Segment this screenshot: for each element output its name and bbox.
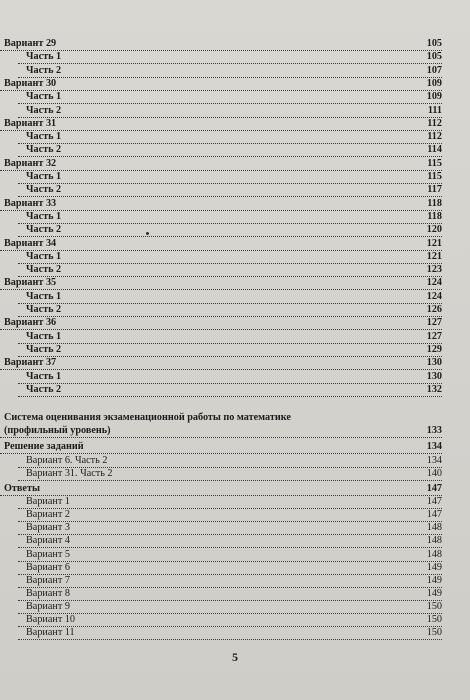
toc-entry-page: 147 (426, 509, 442, 521)
toc-entry-title: Часть 2 (26, 264, 62, 276)
toc-entry-page: 134 (426, 455, 442, 466)
toc-entry (0, 535, 470, 549)
toc-entry-title: Вариант 5 (26, 548, 70, 560)
toc-entry (0, 331, 470, 345)
toc-entry (0, 562, 470, 576)
toc-entry-title: Часть 2 (26, 64, 62, 76)
toc-entry-title: Часть 2 (26, 184, 62, 196)
toc-entry (0, 198, 470, 212)
toc-entry-page: 127 (426, 317, 442, 329)
toc-entry-title: Часть 2 (26, 224, 62, 236)
toc-entry (0, 118, 470, 132)
toc-entry-title: Часть 2 (26, 144, 62, 156)
toc-entry-page: 107 (426, 64, 442, 76)
toc-entry-page: 134 (426, 441, 442, 452)
toc-entry-title: Часть 1 (26, 330, 62, 342)
toc-entry-title: Вариант 6 (26, 561, 70, 573)
toc-entry-page: 140 (426, 468, 442, 479)
toc-entry-title: Часть 2 (26, 383, 62, 395)
toc-entry-title: Вариант 9 (26, 600, 70, 612)
toc-entry (0, 483, 470, 497)
toc-entry-page: 118 (427, 210, 442, 222)
toc-entry-title: Часть 1 (26, 210, 62, 222)
toc-entry (0, 575, 470, 589)
toc-entry-title: Часть 1 (26, 290, 62, 302)
toc-entry-title: Часть 1 (26, 131, 62, 143)
toc-entry-page: 112 (427, 117, 442, 129)
toc-entry-title: Часть 1 (26, 51, 62, 63)
toc-entry (0, 441, 470, 455)
toc-entry-page: 130 (426, 370, 442, 382)
toc-entry-title: Система оценивания экзаменационной работы по математике (4, 412, 291, 423)
toc-entry-title: Часть 1 (26, 250, 62, 262)
toc-entry-title: Вариант 6. Часть 2 (26, 455, 108, 466)
toc-entry-page: 112 (427, 131, 442, 143)
toc-entry-title: Часть 1 (26, 91, 62, 103)
toc-entry-title: Вариант 33 (4, 197, 57, 209)
toc-entry (0, 91, 470, 105)
toc-entry-page: 129 (426, 343, 442, 355)
toc-entry-title: Вариант 8 (26, 587, 70, 599)
toc-entry-page: 133 (426, 425, 442, 436)
toc-entry-page: 105 (426, 38, 442, 49)
toc-entry-page: 111 (427, 104, 442, 116)
toc-entry-page: 109 (426, 91, 442, 103)
toc-entry-page: 115 (427, 157, 442, 169)
toc-entry (0, 238, 470, 252)
toc-entry (0, 522, 470, 536)
toc-entry-title: Вариант 34 (4, 237, 57, 249)
toc-entry (0, 158, 470, 172)
toc-entry-page: 123 (426, 264, 442, 276)
leader-line (18, 639, 442, 640)
toc-entry-title: Вариант 3 (26, 522, 70, 534)
toc-entry (0, 224, 470, 238)
toc-entry (0, 184, 470, 198)
toc-entry-title: Вариант 10 (26, 614, 76, 625)
toc-entry-title: Вариант 4 (26, 535, 70, 547)
toc-entry (0, 627, 470, 641)
toc-entry-page: 105 (426, 51, 442, 63)
toc-entry-title: Вариант 7 (26, 574, 70, 586)
toc-entry (0, 384, 470, 398)
toc-entry-page: 149 (426, 574, 442, 586)
toc-entry-title: Ответы (4, 483, 40, 494)
toc-entry-title: Часть 2 (26, 304, 62, 315)
toc-entry-page: 148 (426, 522, 442, 534)
toc-entry-title: Вариант 31 (4, 117, 57, 129)
toc-entry (0, 496, 470, 510)
toc-entry-title: Часть 2 (26, 343, 62, 355)
toc-entry-page: 148 (426, 535, 442, 547)
toc-entry (0, 304, 470, 318)
toc-entry-page: 124 (426, 277, 442, 289)
toc-entry-page: 147 (426, 483, 442, 494)
toc-entry-title: Решение заданий (4, 441, 84, 452)
toc-entry (0, 105, 470, 119)
leader-line (18, 396, 442, 397)
toc-entry (0, 38, 470, 52)
toc-entry (0, 344, 470, 358)
toc-entry-page: 124 (426, 290, 442, 302)
toc-entry (0, 211, 470, 225)
toc-entry (0, 357, 470, 371)
toc-entry-page: 132 (426, 383, 442, 395)
toc-entry-title: Вариант 31. Часть 2 (26, 468, 113, 479)
toc-entry-page: 147 (426, 496, 442, 508)
toc-entry-page: 127 (426, 330, 442, 342)
print-speck (146, 232, 149, 235)
toc-entry-title: Вариант 30 (4, 77, 57, 89)
toc-entry-page: 117 (427, 184, 442, 196)
toc-entry (0, 317, 470, 331)
toc-entry (0, 588, 470, 602)
toc-entry-page: 150 (426, 627, 442, 639)
toc-entry-page: 118 (427, 197, 442, 209)
toc-entry-page: 150 (426, 614, 442, 625)
toc-entry (0, 131, 470, 145)
toc-entry-title: Вариант 36 (4, 317, 57, 329)
toc-entry-page: 149 (426, 561, 442, 573)
toc-entry (0, 549, 470, 563)
toc-entry (0, 264, 470, 278)
toc-entry-page: 121 (426, 237, 442, 249)
toc-entry (0, 51, 470, 65)
toc-entry-title: Вариант 29 (4, 38, 57, 49)
toc-entry-page: 126 (426, 304, 442, 315)
toc-entry (0, 277, 470, 291)
toc-entry-title: Часть 2 (26, 104, 62, 116)
toc-entry-title: (профильный уровень) (4, 425, 111, 436)
toc-entry-page: 150 (426, 600, 442, 612)
toc-entry-page: 115 (427, 171, 442, 182)
toc-entry-title: Вариант 2 (26, 509, 70, 521)
page-number: 5 (232, 650, 238, 664)
toc-entry (0, 509, 470, 523)
toc-entry (0, 425, 470, 439)
toc-entry (0, 65, 470, 79)
toc-entry (0, 468, 470, 482)
toc-entry-title: Вариант 37 (4, 357, 57, 369)
toc-entry-page: 120 (426, 224, 442, 236)
toc-entry (0, 251, 470, 265)
toc-entry-page: 130 (426, 357, 442, 369)
toc-entry-title: Часть 1 (26, 370, 62, 382)
toc-entry-page: 148 (426, 548, 442, 560)
toc-entry-title: Вариант 32 (4, 157, 57, 169)
toc-entry (0, 291, 470, 305)
toc-entry (0, 371, 470, 385)
toc-entry (0, 144, 470, 158)
toc-entry (0, 171, 470, 185)
toc-entry-title: Вариант 35 (4, 277, 57, 289)
toc-entry-page: 149 (426, 587, 442, 599)
toc-entry-title: Часть 1 (26, 171, 62, 182)
toc-entry-title: Вариант 11 (26, 627, 75, 639)
toc-entry-page: 114 (427, 144, 442, 156)
toc-entry-page: 121 (426, 250, 442, 262)
toc-entry (0, 78, 470, 92)
toc-entry-title: Вариант 1 (26, 496, 70, 508)
toc-entry-page: 109 (426, 77, 442, 89)
